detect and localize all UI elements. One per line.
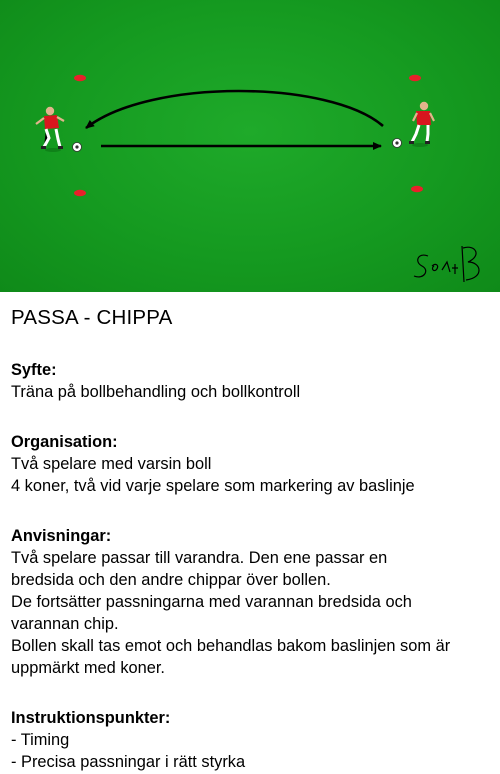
section-line: Träna på bollbehandling och bollkontroll bbox=[11, 383, 301, 401]
section-line: Två spelare med varsin boll bbox=[11, 455, 212, 473]
cone-top-right bbox=[409, 75, 421, 81]
section-line: Bollen skall tas emot och behandlas bakom baslinjen som är bbox=[11, 637, 451, 655]
section-heading: Instruktionspunkter: bbox=[11, 709, 171, 727]
player-left-icon bbox=[36, 107, 64, 152]
section-heading: Anvisningar: bbox=[11, 527, 112, 545]
pitch-diagram bbox=[0, 0, 500, 292]
section-heading: Organisation: bbox=[11, 433, 118, 451]
section-line: varannan chip. bbox=[11, 615, 119, 633]
section-instruktionspunkter bbox=[11, 707, 491, 773]
ball-right-icon bbox=[393, 139, 402, 148]
chip-pass-arrow bbox=[86, 91, 383, 128]
page-title: PASSA - CHIPPA bbox=[11, 306, 173, 329]
section-anvisningar bbox=[11, 525, 491, 679]
ball-left-icon bbox=[73, 143, 82, 152]
section-line: - Precisa passningar i rätt styrka bbox=[11, 753, 246, 771]
section-organisation bbox=[11, 431, 491, 497]
cone-bottom-right bbox=[411, 186, 423, 192]
drill-diagram-svg bbox=[0, 0, 500, 292]
cone-bottom-left bbox=[74, 190, 86, 196]
section-line: Två spelare passar till varandra. Den ene passar en bbox=[11, 549, 388, 567]
section-line: - Timing bbox=[11, 731, 70, 749]
section-syfte bbox=[11, 359, 491, 403]
section-heading: Syfte: bbox=[11, 361, 57, 379]
section-line: uppmärkt med koner. bbox=[11, 659, 165, 677]
section-line: 4 koner, två vid varje spelare som markering av baslinje bbox=[11, 477, 415, 495]
author-signature bbox=[414, 246, 479, 282]
section-line: bredsida och den andre chippar över bollen. bbox=[11, 571, 331, 589]
section-line: De fortsätter passningarna med varannan bredsida och bbox=[11, 593, 412, 611]
player-right-icon bbox=[409, 102, 434, 147]
drill-description bbox=[11, 306, 491, 773]
cone-top-left bbox=[74, 75, 86, 81]
